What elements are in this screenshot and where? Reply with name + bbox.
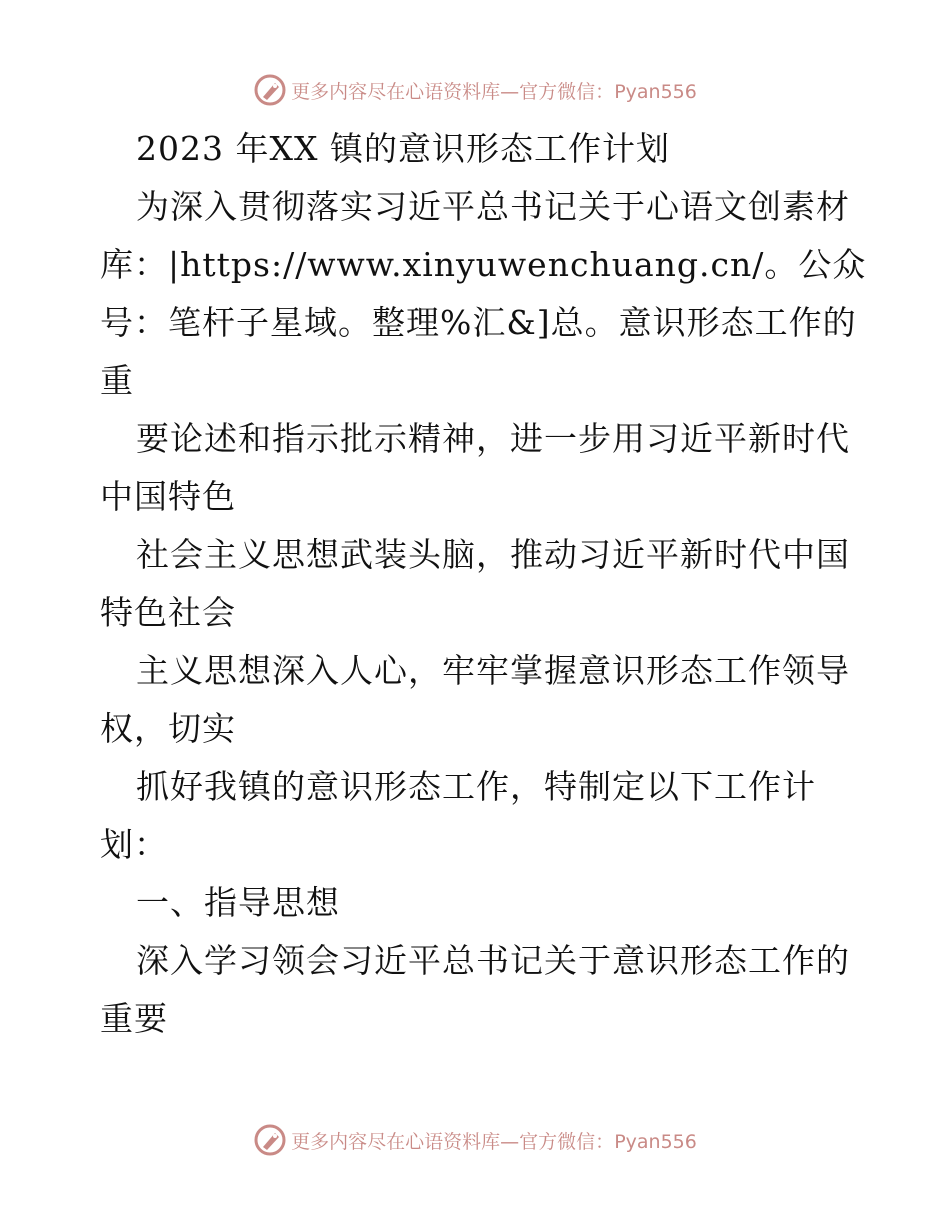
paragraph-line: 抓好我镇的意识形态工作，特制定以下工作计 — [136, 767, 816, 806]
watermark-dash: — — [500, 80, 520, 103]
watermark-wechat-label: 官方微信： — [519, 1130, 615, 1153]
pen-nib-logo-icon — [253, 73, 287, 107]
watermark-text — [291, 1127, 697, 1154]
paragraph-line: 要论述和指示批示精神，进一步用习近平新时代 — [136, 419, 850, 458]
paragraph-line: 重要 — [100, 999, 168, 1038]
paragraph-line: 主义思想深入人心，牢牢掌握意识形态工作领导 — [136, 651, 850, 690]
paragraph-line: 号：笔杆子星域。整理%汇&]总。意识形态工作的 — [100, 303, 857, 342]
watermark-wechat-id: Pyan556 — [614, 80, 697, 103]
paragraph-line: 为深入贯彻落实习近平总书记关于心语文创素材 — [136, 187, 850, 226]
pen-nib-logo-icon — [253, 1123, 287, 1157]
watermark-wechat-label: 官方微信： — [519, 80, 615, 103]
watermark-wechat-id: Pyan556 — [614, 1130, 697, 1153]
paragraph-line: 深入学习领会习近平总书记关于意识形态工作的 — [136, 941, 850, 980]
paragraph-line: 重 — [100, 361, 134, 400]
watermark-banner-bottom — [0, 1120, 950, 1160]
paragraph-line: 中国特色 — [100, 477, 236, 516]
paragraph-line: 社会主义思想武装头脑，推动习近平新时代中国 — [136, 535, 850, 574]
watermark-text — [291, 77, 697, 104]
section-heading: 一、指导思想 — [136, 883, 340, 922]
paragraph-line: 库：|https://www.xinyuwenchuang.cn/。公众 — [100, 245, 867, 284]
watermark-banner-top — [0, 70, 950, 110]
watermark-main-text: 更多内容尽在心语资料库 — [291, 1130, 501, 1153]
paragraph-line: 权，切实 — [100, 709, 236, 748]
document-body — [100, 120, 867, 1048]
document-title: 2023 年XX 镇的意识形态工作计划 — [136, 129, 670, 168]
watermark-dash: — — [500, 1130, 520, 1153]
paragraph-line: 特色社会 — [100, 593, 236, 632]
watermark-main-text: 更多内容尽在心语资料库 — [291, 80, 501, 103]
paragraph-line: 划： — [100, 825, 168, 864]
